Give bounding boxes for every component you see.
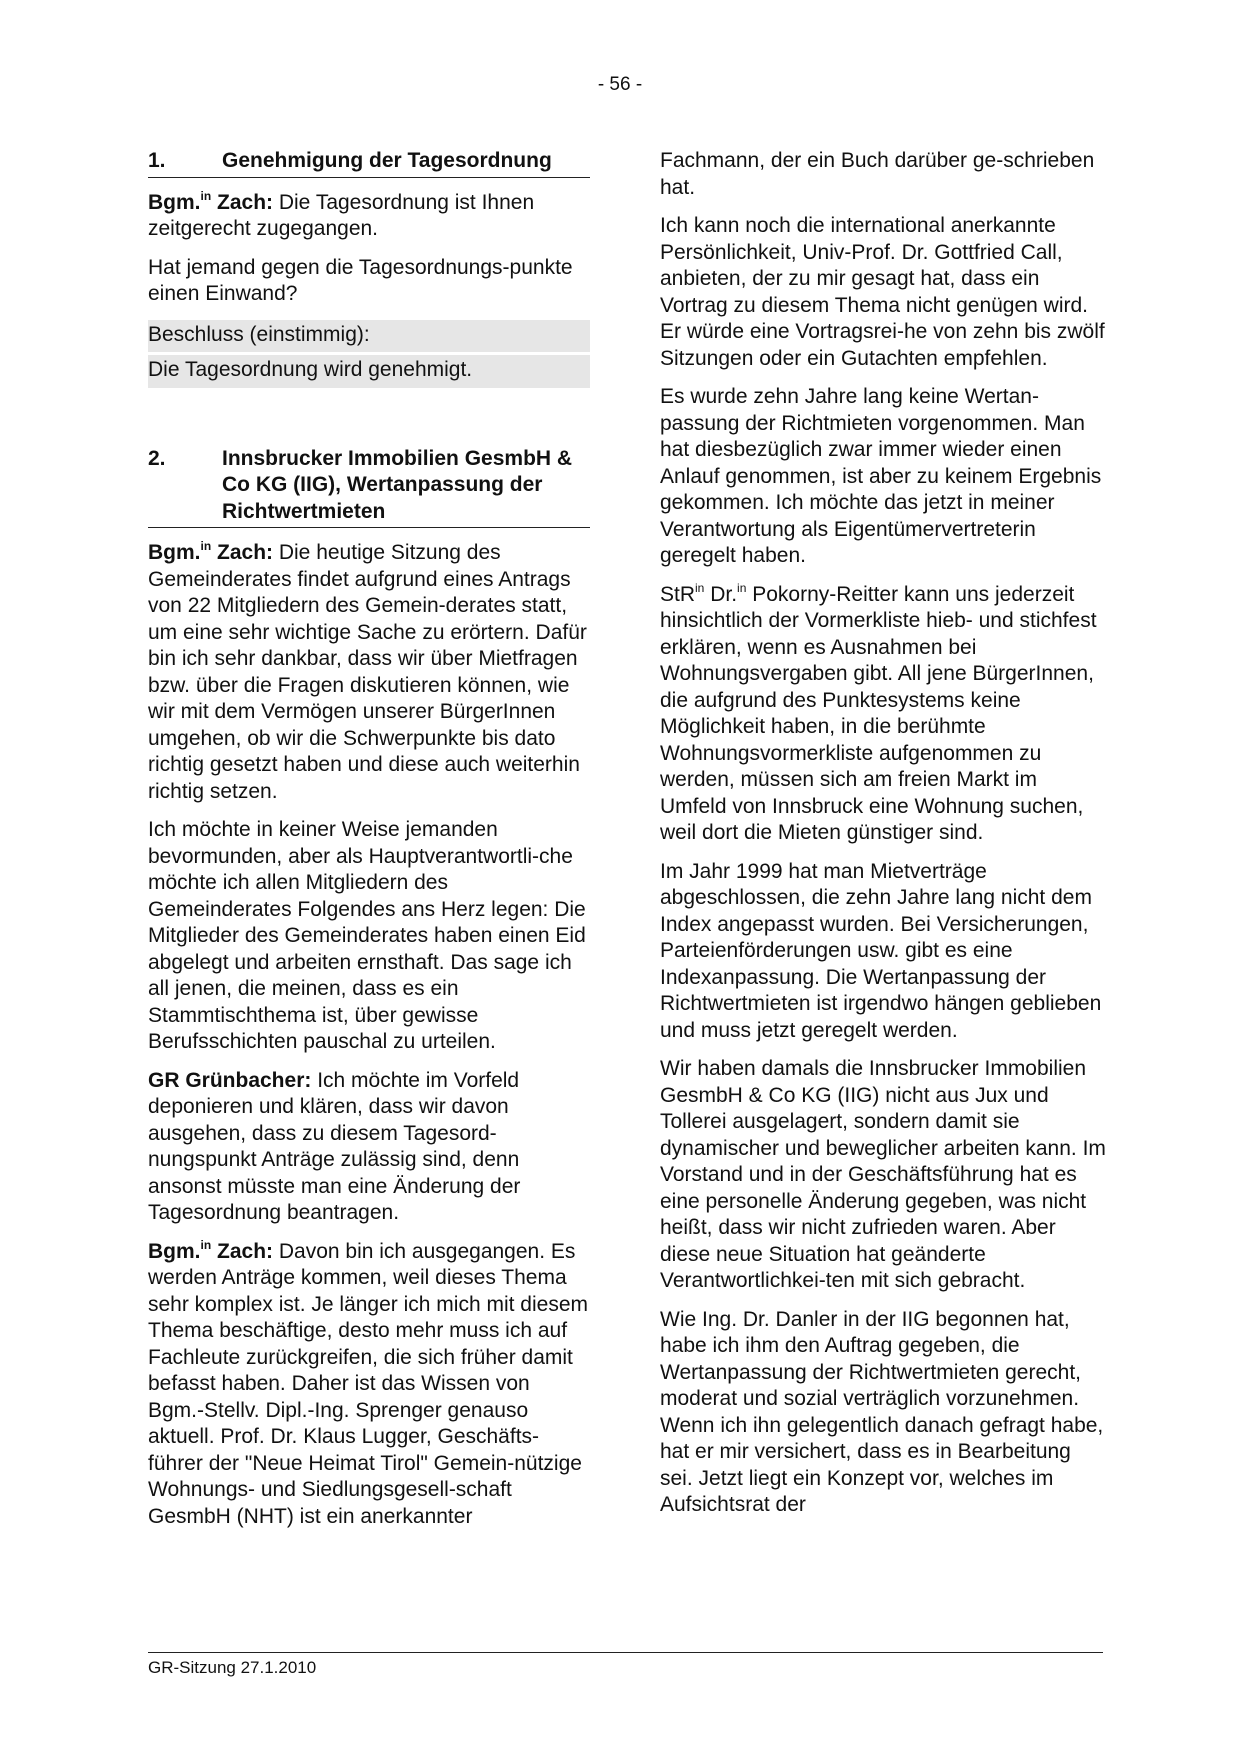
- paragraph: Hat jemand gegen die Tagesordnungs-punkte einen Einwand?: [148, 255, 573, 305]
- speaker-name: Bgm.$^{in}$ Zach:: [148, 1237, 274, 1263]
- speaker-name: GR Grünbacher:: [148, 1068, 312, 1092]
- paragraph: Im Jahr 1999 hat man Mietverträge abgeschlossen, die zehn Jahre lang nicht dem Index angepasst wurden. Bei Versicherungen, Parteienförderungen usw. gibt es eine Indexanpassung. Die Wertanpassung der Richtwertmieten ist irgendwo hängen geblieben und muss jetzt geregelt werden.: [660, 859, 1102, 1042]
- section-number: 1.: [148, 149, 166, 172]
- paragraph: StR$^{in}$ Dr.$^{in}$ Pokorny-Reitter kann uns jederzeit hinsichtlich der Vormerkliste hieb- und stichfest erklären, wenn es Ausnahmen bei Wohnungsvergaben gibt. All jene BürgerInnen, die aufgrund des Punktesystems keine Möglichkeit haben, in die berühmte Wohnungsvormerkliste aufgenommen zu werden, müssen sich am freien Markt im Umfeld von Innsbruck eine Wohnung suchen, weil dort die Mieten günstiger sind.: [660, 580, 1097, 844]
- paragraph: Ich möchte in keiner Weise jemanden bevormunden, aber als Hauptverantwortli-che möchte ich allen Mitgliedern des Gemeinderates Folgendes ans Herz legen: Die Mitglieder des Gemeinderates haben einen Eid abgelegt und arbeiten ernsthaft. Das sage ich all jenen, die meinen, dass es ein Stammtischthema ist, über gewisse Berufsschichten pauschal zu urteilen.: [148, 818, 586, 1053]
- section-title: Genehmigung der Tagesordnung: [222, 149, 552, 172]
- paragraph: Bgm.$^{in}$ Zach: Die Tagesordnung ist Ihnen zeitgerecht zugegangen.: [148, 188, 535, 240]
- paragraph: Wie Ing. Dr. Danler in der IIG begonnen hat, habe ich ihm den Auftrag gegeben, die Wertanpassung der Richtwertmieten gerecht, moderat und sozial verträglich vorzunehmen. Wenn ich ihn gelegentlich danach gefragt habe, hat er mir versichert, dass es in Bearbeitung sei. Jetzt liegt ein Konzept vor, welches im Aufsichtsrat der: [660, 1307, 1104, 1516]
- paragraph: Bgm.$^{in}$ Zach: Davon bin ich ausgegangen. Es werden Anträge kommen, weil dieses Thema sehr komplex ist. Je länger ich mich mit diesem Thema beschäftige, desto mehr muss ich auf Fachleute zurückgreifen, die sich früher damit befasst haben. Daher ist das Wissen von Bgm.-Stellv. Dipl.-Ing. Sprenger genauso aktuell. Prof. Dr. Klaus Lugger, Geschäfts-führer der "Neue Heimat Tirol" Gemein-nützige Wohnungs- und Siedlungsgesell-schaft GesmbH (NHT) ist ein anerkannter: [148, 1237, 588, 1528]
- section-title: Innsbrucker Immobilien GesmbH & Co KG (IIG), Wertanpassung der Richtwertmieten: [222, 446, 573, 523]
- speaker-name: Bgm.$^{in}$ Zach:: [148, 188, 274, 214]
- paragraph: Es wurde zehn Jahre lang keine Wertan-passung der Richtmieten vorgenommen. Man hat diesbezüglich zwar immer wieder einen Anlauf genommen, ist aber zu keinem Ergebnis gekommen. Ich möchte das jetzt in meiner Verantwortung als Eigentümervertreterin geregelt haben.: [660, 385, 1102, 567]
- section-heading-2: [148, 446, 590, 529]
- right-column: [660, 148, 1106, 1531]
- decision-label: Beschluss (einstimmig):: [148, 320, 590, 353]
- footer-text: GR-Sitzung 27.1.2010: [148, 1658, 317, 1677]
- decision-text: Die Tagesordnung wird genehmigt.: [148, 355, 590, 388]
- left-column: [148, 148, 590, 1542]
- paragraph: Wir haben damals die Innsbrucker Immobilien GesmbH & Co KG (IIG) nicht aus Jux und Tollerei ausgelagert, sondern damit sie dynamischer und beweglicher arbeiten kann. Im Vorstand und in der Geschäftsführung hat es eine personelle Änderung gegeben, was nicht heißt, dass wir nicht zufrieden waren. Aber diese neue Situation hat geänderte Verantwortlichkei-ten mit sich gebracht.: [660, 1057, 1106, 1292]
- paragraph: GR Grünbacher: Ich möchte im Vorfeld deponieren und klären, dass wir davon ausgehen, dass zu diesem Tagesord-nungspunkt Anträge zulässig sind, denn ansonst müsste man eine Änderung der Tagesordnung beantragen.: [148, 1068, 521, 1224]
- paragraph: Bgm.$^{in}$ Zach: Die heutige Sitzung des Gemeinderates findet aufgrund eines Antrags von 22 Mitgliedern des Gemein-derates statt, um eine sehr wichtige Sache zu erörtern. Dafür bin ich sehr dankbar, dass wir über Mietfragen bzw. über die Fragen diskutieren können, wie wir mit dem Vermögen unserer BürgerInnen umgehen, ob wir die Schwerpunkte bis dato richtig gesetzt haben und diese auch weiterhin richtig setzen.: [148, 539, 587, 803]
- speaker-name: Bgm.$^{in}$ Zach:: [148, 539, 274, 564]
- paragraph: Ich kann noch die international anerkannte Persönlichkeit, Univ-Prof. Dr. Gottfried Call, anbieten, der zu mir gesagt hat, dass ein Vortrag zu diesem Thema nicht genügen wird. Er würde eine Vortragsrei-he von zehn bis zwölf Sitzungen oder ein Gutachten empfehlen.: [660, 214, 1105, 370]
- footer-divider: [148, 1652, 1103, 1653]
- paragraph: Fachmann, der ein Buch darüber ge-schrieben hat.: [660, 149, 1095, 199]
- section-heading-1: [148, 148, 590, 178]
- page-number: - 56 -: [597, 74, 643, 95]
- section-number: 2.: [148, 446, 166, 470]
